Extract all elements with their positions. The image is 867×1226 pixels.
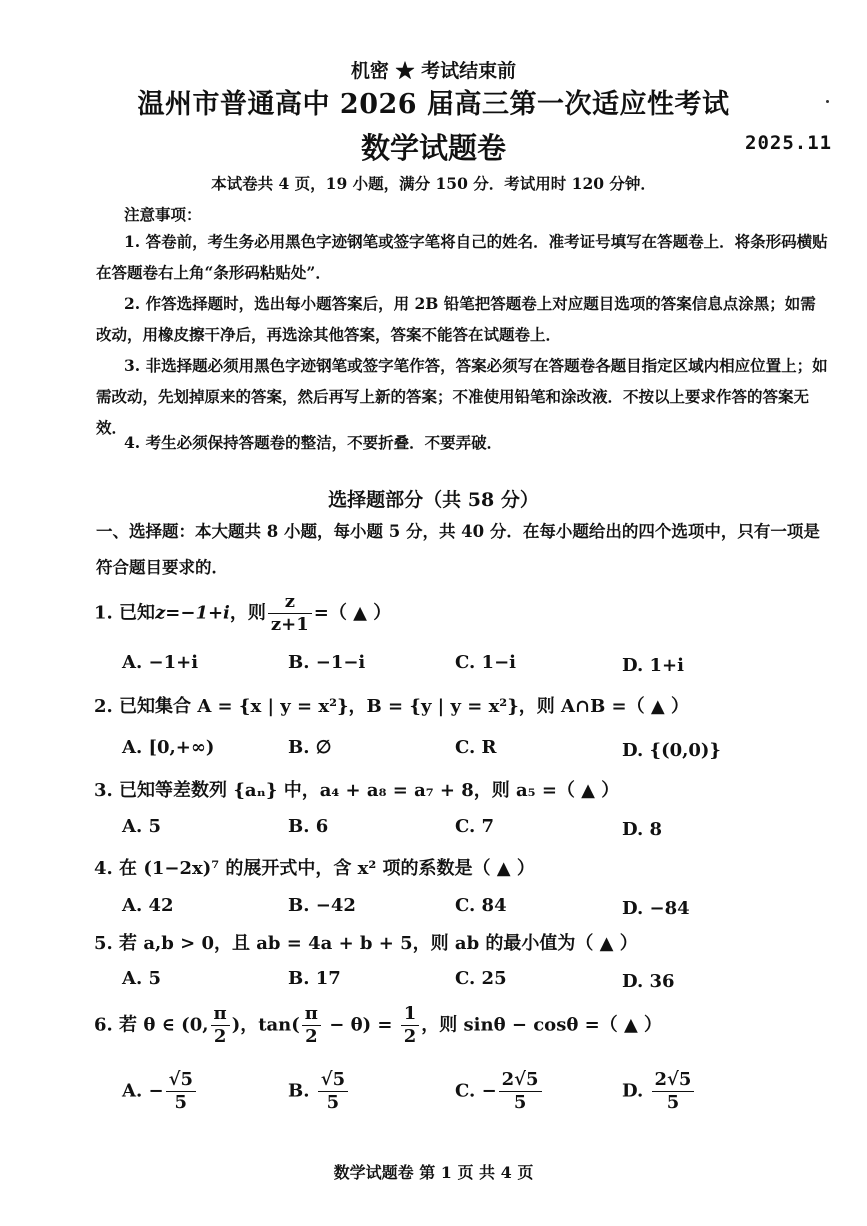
section-intro: 一、选择题：本大题共 8 小题，每小题 5 分，共 40 分．在每小题给出的四个选项中，只有一项是符合题目要求的． bbox=[96, 522, 820, 577]
q1-option-a: A. −1+i bbox=[122, 652, 199, 673]
q6-option-c: C. − $\frac{2√5}{5}$ bbox=[455, 1069, 544, 1114]
q3-option-d: D. 8 bbox=[622, 819, 663, 840]
q1-option-c: C. 1−i bbox=[455, 652, 516, 673]
q3-option-a: A. 5 bbox=[122, 816, 162, 837]
note-item-1: 1. 答卷前，考生务必用黑色字迹钢笔或签字笔将自己的姓名．准考证号填写在答题卷上．将条形码横贴在答题卷右上角“条形码粘贴处”． bbox=[96, 232, 828, 282]
confidential-label: 机密 ★ 考试结束前 bbox=[350, 60, 517, 82]
q5-option-c: C. 25 bbox=[455, 968, 507, 989]
note-item-2: 2. 作答选择题时，选出每小题答案后，用 2B 铅笔把答题卷上对应题目选项的答案信息点涂黑；如需改动，用橡皮擦干净后，再选涂其他答案，答案不能答在试题卷上． bbox=[96, 294, 816, 344]
exam-date: 2025.11 bbox=[745, 132, 833, 154]
question-6: 6. 若 θ ∈ (0, $\frac{\pi}{2}$ )，tan( $\frac{\pi}{2}$ − θ) = $\frac{1}{2}$ ，则 sinθ − cosθ =（ ▲ ） bbox=[94, 1003, 663, 1047]
fraction: $\frac{1}{2}$ bbox=[401, 1003, 420, 1048]
notes-heading: 注意事项： bbox=[124, 205, 202, 224]
q6-option-a: A. − $\frac{√5}{5}$ bbox=[122, 1069, 198, 1114]
question-1: 1. 已知z=−1+i，则 $\frac{z}{z+1}$ =（ ▲ ） bbox=[94, 591, 392, 635]
exam-title: 温州市普通高中 2026 届高三第一次适应性考试 bbox=[137, 89, 730, 120]
q4-option-c: C. 84 bbox=[455, 895, 507, 916]
q1-option-b: B. −1−i bbox=[288, 652, 366, 673]
section-heading: 选择题部分（共 58 分） bbox=[328, 489, 539, 511]
fraction: $\frac{z}{z+1}$ bbox=[268, 591, 312, 636]
q4-option-b: B. −42 bbox=[288, 895, 356, 916]
question-2: 2. 已知集合 A = {x | y = x²}，B = {y | y = x²}，则 A∩B =（ ▲ ） bbox=[94, 696, 690, 717]
note-item-3: 3. 非选择题必须用黑色字迹钢笔或签字笔作答，答案必须写在答题卷各题目指定区域内相应位置上；如需改动，先划掉原来的答案，然后再写上新的答案；不准使用铅笔和涂改液．不按以上要求作答的答案无效． bbox=[96, 356, 828, 437]
fraction: $\frac{\pi}{2}$ bbox=[302, 1003, 321, 1048]
page-footer: 数学试题卷 第 1 页 共 4 页 bbox=[333, 1163, 534, 1182]
fraction: $\frac{2√5}{5}$ bbox=[499, 1069, 542, 1114]
fraction: $\frac{√5}{5}$ bbox=[318, 1069, 348, 1114]
q1-option-d: D. 1+i bbox=[622, 655, 684, 676]
question-5: 5. 若 a,b > 0，且 ab = 4a + b + 5，则 ab 的最小值为（ ▲ ） bbox=[94, 933, 638, 954]
q2-option-c: C. R bbox=[455, 737, 497, 758]
q5-option-d: D. 36 bbox=[622, 971, 675, 992]
exam-info: 本试卷共 4 页，19 小题，满分 150 分．考试用时 120 分钟． bbox=[211, 174, 656, 193]
q2-option-d: D. {(0,0)} bbox=[622, 740, 721, 761]
q4-option-a: A. 42 bbox=[122, 895, 174, 916]
q6-option-d: D. $\frac{2√5}{5}$ bbox=[622, 1069, 696, 1114]
fraction: $\frac{\pi}{2}$ bbox=[211, 1003, 230, 1048]
q4-option-d: D. −84 bbox=[622, 898, 690, 919]
question-4: 4. 在 (1−2x)⁷ 的展开式中，含 x² 项的系数是（ ▲ ） bbox=[94, 858, 535, 879]
exam-subtitle: 数学试题卷 bbox=[360, 131, 506, 165]
q2-option-a: A. [0,+∞) bbox=[122, 737, 215, 758]
q5-option-a: A. 5 bbox=[122, 968, 162, 989]
scan-dot bbox=[826, 100, 829, 103]
q5-option-b: B. 17 bbox=[288, 968, 341, 989]
q6-option-b: B. $\frac{√5}{5}$ bbox=[288, 1069, 350, 1114]
fraction: $\frac{2√5}{5}$ bbox=[652, 1069, 695, 1114]
note-item-4: 4. 考生必须保持答题卷的整洁，不要折叠．不要弄破． bbox=[124, 433, 503, 452]
q3-option-c: C. 7 bbox=[455, 816, 495, 837]
fraction: $\frac{√5}{5}$ bbox=[166, 1069, 196, 1114]
q2-option-b: B. ∅ bbox=[288, 737, 332, 758]
q3-option-b: B. 6 bbox=[288, 816, 329, 837]
question-3: 3. 已知等差数列 {aₙ} 中，a₄ + a₈ = a₇ + 8，则 a₅ =（ ▲ ） bbox=[94, 780, 620, 801]
